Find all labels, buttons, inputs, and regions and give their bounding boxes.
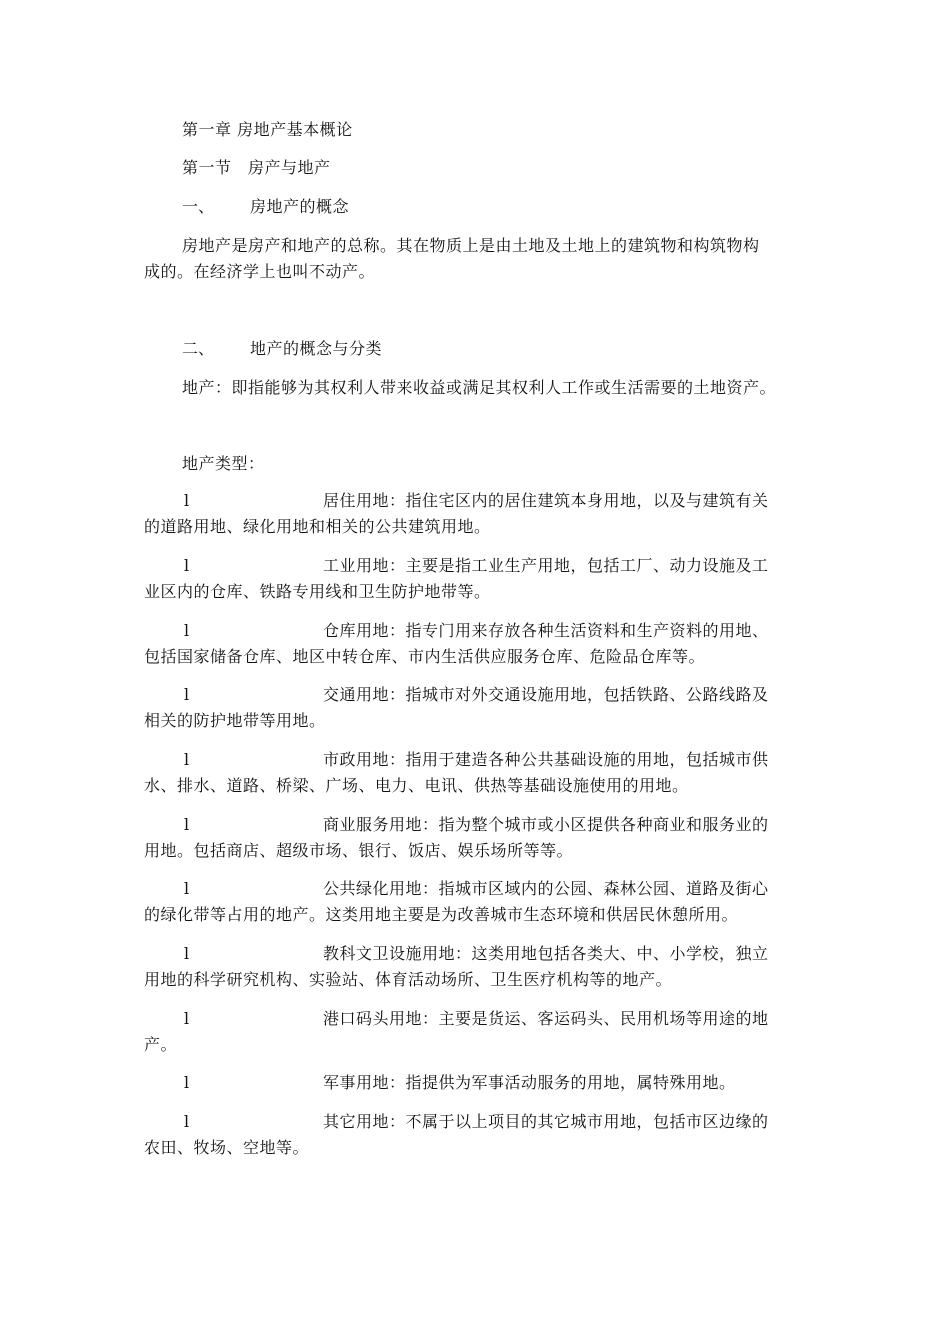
list-item-line2: 农田、牧场、空地等。 (144, 1138, 310, 1157)
list-item-line1: 居住用地：指住宅区内的居住建筑本身用地，以及与建筑有关 (323, 491, 769, 510)
list-item-marker: l (184, 556, 190, 575)
list-item-line2: 水、排水、道路、桥梁、广场、电力、电讯、供热等基础设施使用的用地。 (144, 776, 689, 795)
list-item-line2: 业区内的仓库、铁路专用线和卫生防护地带等。 (144, 582, 491, 601)
list-item-line1: 市政用地：指用于建造各种公共基础设施的用地，包括城市供 (323, 750, 769, 769)
list-item-marker: l (184, 1073, 190, 1092)
list-item-line1: 其它用地：不属于以上项目的其它城市用地，包括市区边缘的 (323, 1112, 769, 1131)
list-item-line2: 的绿化带等占用的地产。这类用地主要是为改善城市生态环境和供居民休憩所用。 (144, 905, 739, 924)
part1-paragraph-line2: 成的。在经济学上也叫不动产。 (144, 262, 376, 281)
list-item-line1: 交通用地：指城市对外交通设施用地，包括铁路、公路线路及 (323, 685, 769, 704)
part1-paragraph-line1: 房地产是房产和地产的总称。其在物质上是由土地及土地上的建筑物和构筑物构 (182, 236, 760, 255)
list-item-marker: l (184, 491, 190, 510)
list-item-line2: 用地的科学研究机构、实验站、体育活动场所、卫生医疗机构等的地产。 (144, 970, 673, 989)
part2-number: 二、 (182, 339, 215, 358)
list-item-marker: l (184, 944, 190, 963)
list-item-line1: 商业服务用地：指为整个城市或小区提供各种商业和服务业的 (323, 815, 769, 834)
part2-title: 地产的概念与分类 (250, 339, 383, 358)
list-item-line1: 军事用地：指提供为军事活动服务的用地，属特殊用地。 (323, 1073, 736, 1092)
list-item-line2: 的道路用地、绿化用地和相关的公共建筑用地。 (144, 517, 491, 536)
list-item-marker: l (184, 815, 190, 834)
list-item-line2: 相关的防护地带等用地。 (144, 711, 326, 730)
list-item-line1: 工业用地：主要是指工业生产用地，包括工厂、动力设施及工 (323, 556, 769, 575)
list-item-marker: l (184, 1009, 190, 1028)
list-item-marker: l (184, 685, 190, 704)
part2-definition: 地产：即指能够为其权利人带来收益或满足其权利人工作或生活需要的土地资产。 (182, 378, 777, 397)
list-item-line1: 仓库用地：指专门用来存放各种生活资料和生产资料的用地、 (323, 621, 769, 640)
list-item-line2: 产。 (144, 1035, 178, 1054)
list-item-marker: l (184, 621, 190, 640)
list-item-marker: l (184, 1112, 190, 1131)
list-item-marker: l (184, 750, 190, 769)
list-item-line2: 用地。包括商店、超级市场、银行、饭店、娱乐场所等等。 (144, 841, 574, 860)
list-item-line1: 公共绿化用地：指城市区域内的公园、森林公园、道路及街心 (323, 879, 769, 898)
part1-number: 一、 (182, 197, 215, 216)
chapter-title: 第一章 房地产基本概论 (182, 120, 353, 139)
list-item-line1: 教科文卫设施用地：这类用地包括各类大、中、小学校，独立 (323, 944, 769, 963)
part1-title: 房地产的概念 (250, 197, 350, 216)
list-item-line2: 包括国家储备仓库、地区中转仓库、市内生活供应服务仓库、危险品仓库等。 (144, 647, 706, 666)
types-heading: 地产类型： (182, 454, 265, 473)
list-item-line1: 港口码头用地：主要是货运、客运码头、民用机场等用途的地 (323, 1009, 769, 1028)
list-item-marker: l (184, 879, 190, 898)
section-title: 第一节 房产与地产 (182, 158, 331, 177)
